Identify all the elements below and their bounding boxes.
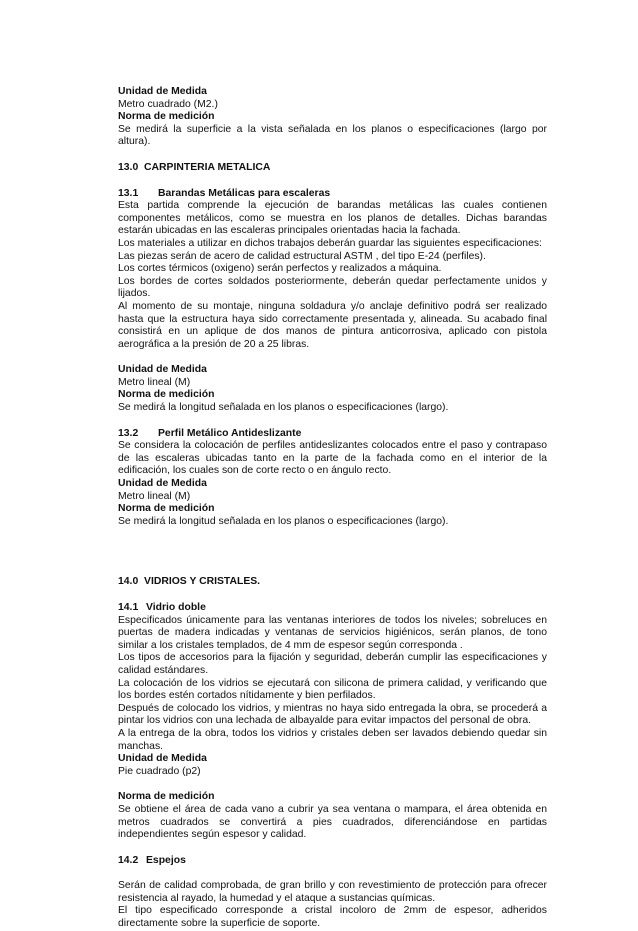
measure-value: Se medirá la superficie a la vista señalada en los planos o especificaciones (largo por altura). [118, 123, 547, 148]
paragraph: A la entrega de la obra, todos los vidrios y cristales deben ser lavados debiendo quedar sin manchas. [118, 727, 547, 752]
subsection-heading-14-2: 14.2 Espejos [118, 854, 186, 866]
paragraph: El tipo especificado corresponde a cristal incoloro de 2mm de espesor, adheridos directamente sobre la superficie de soporte. [118, 905, 547, 930]
paragraph: Especificados únicamente para las ventanas interiores de todos los niveles; sobreluces en puertas de madera indicadas y ventanas de servicios higiénicos, serán planos, de tono similar a los cristales templados, de 4 mm de espesor según corresponda . [118, 614, 547, 651]
paragraph: Las piezas serán de acero de calidad estructural ASTM , del tipo E-24 (perfiles). [118, 250, 486, 262]
paragraph: Los cortes térmicos (oxigeno) serán perfectos y realizados a máquina. [118, 263, 442, 275]
measure-value: Se obtiene el área de cada vano a cubrir ya sea ventana o mampara, el área obtenida en metros cuadrados se convertirá a pies cuadrados, diferenciándose en partidas independientes según espesor y calidad. [118, 803, 547, 841]
unit-value: Metro lineal (M) [118, 490, 191, 502]
section-heading-13: 13.0 CARPINTERIA METALICA [118, 161, 271, 173]
document-body [118, 86, 547, 931]
paragraph: Después de colocado los vidrios, y mientras no haya sido entregada la obra, se procederá a pintar los vidrios con una lechada de albayalde para evitar impactos del personal de obra. [118, 702, 547, 727]
paragraph: Al momento de su montaje, ninguna soldadura y/o anclaje definitivo podrá ser realizado hasta que la estructura haya sido correctamente presentada y, alineada. Su acabado final consistirá en un aplique de dos manos de pintura anticorrosiva, aplicado con pistola aerográfica a la presión de 20 a 25 libras. [118, 300, 547, 350]
paragraph: Los tipos de accesorios para la fijación y seguridad, deberán cumplir las especificaciones y calidad estándares. [118, 652, 547, 676]
measure-label: Norma de medición [118, 111, 215, 123]
unit-label: Unidad de Medida [118, 753, 207, 765]
paragraph: La colocación de los vidrios se ejecutará con silicona de primera calidad, y verificando que los bordes estén cortados nítidamente y bien perfilados. [118, 677, 547, 702]
subsection-heading-14-1: 14.1 Vidrio doble [118, 602, 206, 613]
paragraph: Los bordes de cortes soldados posteriormente, deberán quedar perfectamente unidos y lijados. [118, 275, 547, 300]
unit-value: Metro cuadrado (M2.) [118, 98, 218, 110]
unit-value: Metro lineal (M) [118, 376, 191, 388]
measure-value: Se medirá la longitud señalada en los planos o especificaciones (largo). [118, 402, 449, 414]
unit-label: Unidad de Medida [118, 364, 207, 376]
paragraph: Esta partida comprende la ejecución de barandas metálicas las cuales contienen componentes metálicos, como se muestra en los planos de detalles. Dichas barandas estarán ubicadas en las escaleras principales orientadas hacia la fachada. [118, 200, 547, 237]
unit-value: Pie cuadrado (p2) [118, 765, 201, 777]
subsection-heading-13-1: 13.1 Barandas Metálicas para escaleras [118, 187, 331, 199]
unit-label: Unidad de Medida [118, 478, 207, 490]
measure-label: Norma de medición [118, 791, 215, 803]
measure-label: Norma de medición [118, 389, 215, 401]
section-heading-14: 14.0 VIDRIOS Y CRISTALES. [118, 576, 261, 588]
subsection-heading-13-2: 13.2 Perfil Metálico Antideslizante [118, 427, 302, 439]
paragraph: Serán de calidad comprobada, de gran brillo y con revestimiento de protección para ofrecer resistencia al rayado, la humedad y el ataque a sustancias químicas. [118, 880, 547, 904]
paragraph: Se considera la colocación de perfiles antideslizantes colocados entre el paso y contrapaso de las escaleras ubicadas tanto en la parte de la fachada como en el interior de la edificación, los cuales son de corte recto o en ángulo recto. [118, 440, 547, 477]
measure-value: Se medirá la longitud señalada en los planos o especificaciones (largo). [118, 515, 449, 527]
paragraph: Los materiales a utilizar en dichos trabajos deberán guardar las siguientes especificaciones: [118, 237, 542, 249]
measure-label: Norma de medición [118, 503, 215, 515]
unit-label: Unidad de Medida [118, 86, 207, 97]
